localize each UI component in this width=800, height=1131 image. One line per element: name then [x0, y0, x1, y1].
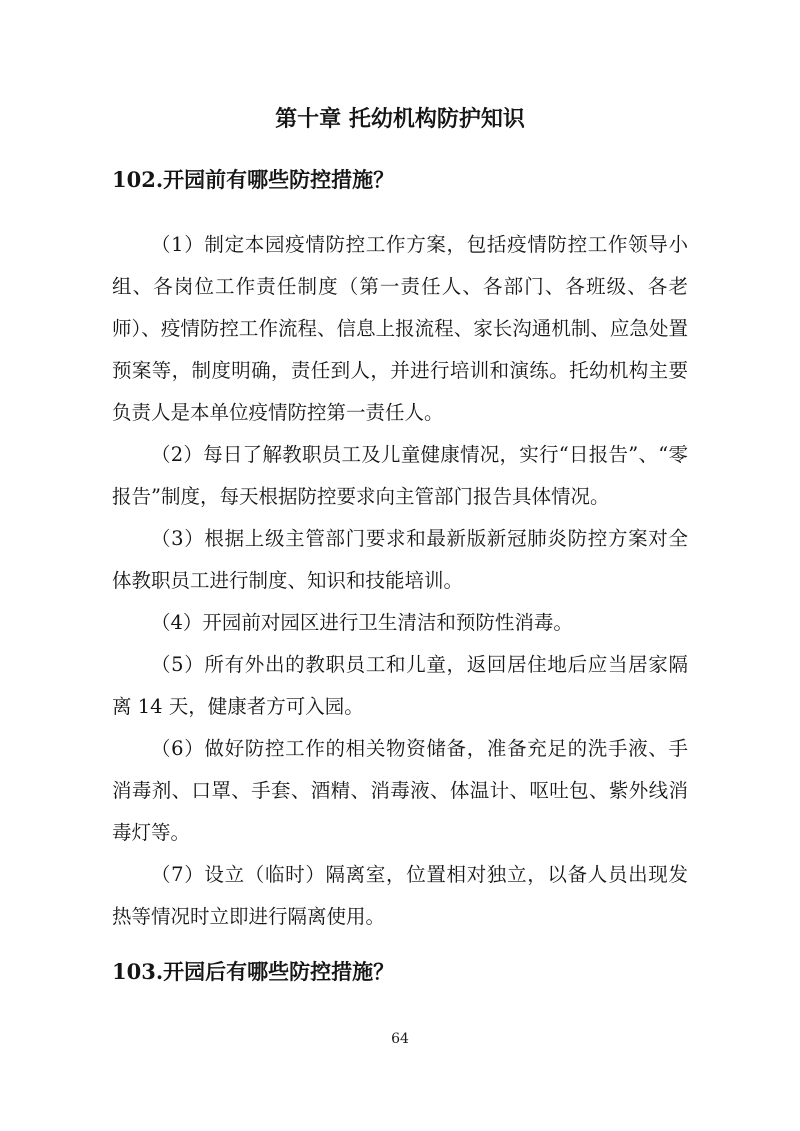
question-heading-102: 102.开园前有哪些防控措施？ [112, 167, 395, 192]
chapter-title: 第十章 托幼机构防护知识 [275, 106, 525, 132]
paragraph-1: （1）制定本园疫情防控工作方案，包括疫情防控工作领导小组、各岗位工作责任制度（第一责任人、各部门、各班级、各老师）、疫情防控工作流程、信息上报流程、家长沟通机制、应急处置预案等，制度明确，责任到人，并进行培训和演练。托幼机构主要负责人是本单位疫情防控第一责任人。 [112, 233, 688, 424]
paragraph-5: （5）所有外出的教职员工和儿童，返回居住地后应当居家隔离 14 天，健康者方可入园。 [112, 653, 688, 718]
page-number: 64 [391, 1031, 409, 1047]
paragraph-6: （6）做好防控工作的相关物资储备，准备充足的洗手液、手消毒剂、口罩、手套、酒精、消毒液、体温计、呕吐包、紫外线消毒灯等。 [112, 737, 688, 844]
paragraph-7: （7）设立（临时）隔离室，位置相对独立，以备人员出现发热等情况时立即进行隔离使用。 [112, 863, 688, 928]
paragraph-3: （3）根据上级主管部门要求和最新版新冠肺炎防控方案对全体教职员工进行制度、知识和技能培训。 [112, 527, 688, 592]
section-102-body [112, 224, 688, 938]
paragraph-4: （4）开园前对园区进行卫生清洁和预防性消毒。 [151, 611, 573, 634]
question-heading-103: 103.开园后有哪些防控措施？ [112, 959, 395, 984]
paragraph-2: （2）每日了解教职员工及儿童健康情况，实行“日报告”、“零报告”制度，每天根据防控要求向主管部门报告具体情况。 [112, 443, 688, 508]
